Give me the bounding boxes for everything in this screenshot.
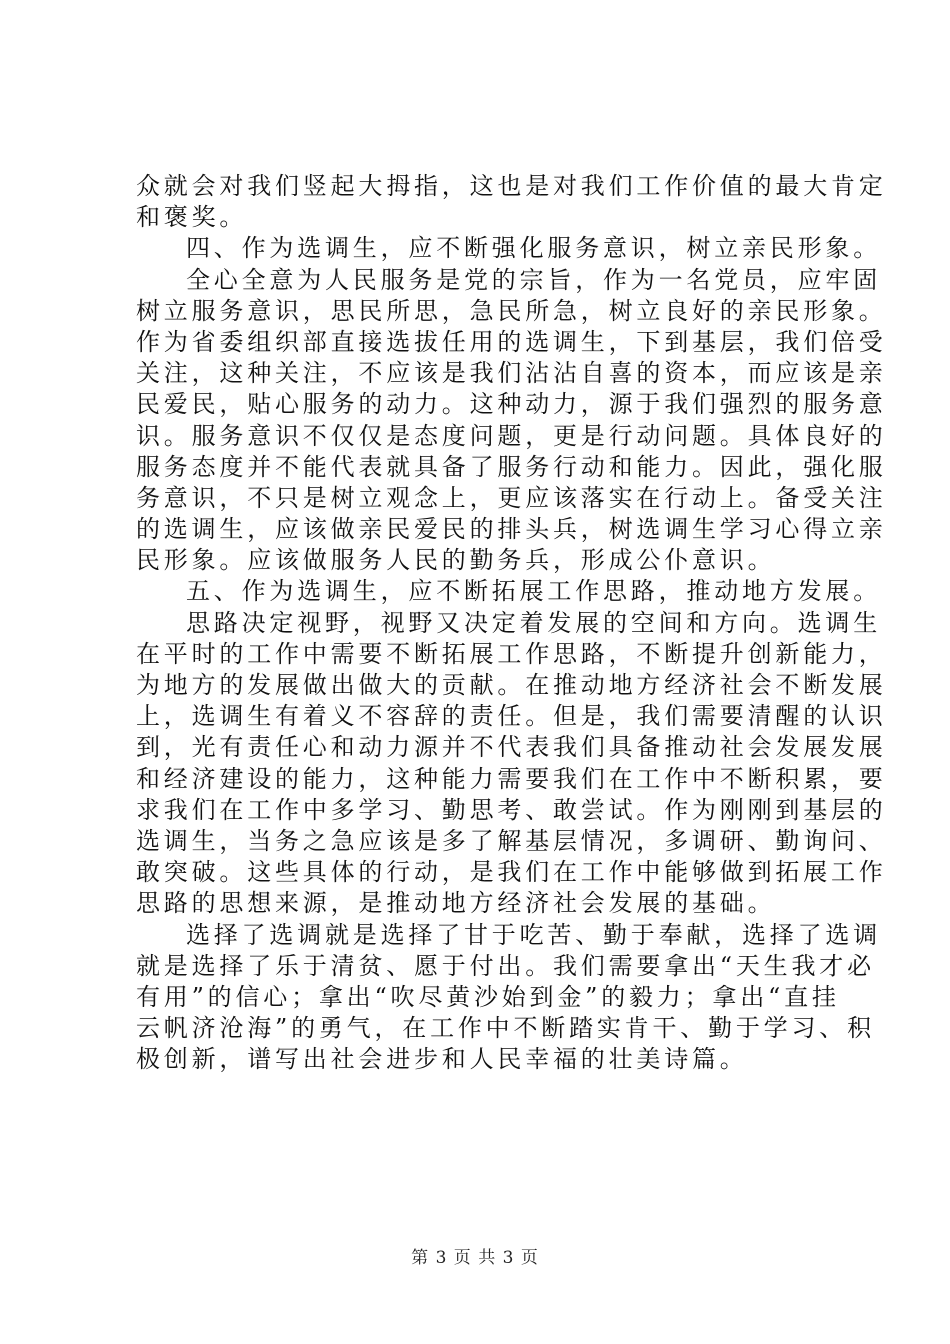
text-line: 求我们在工作中多学习、勤思考、敢尝试。作为刚刚到基层的 xyxy=(136,795,887,824)
text-line: 关注，这种关注，不应该是我们沾沾自喜的资本，而应该是亲 xyxy=(136,359,887,388)
text-line: 和褒奖。 xyxy=(136,203,248,232)
text-line: 为地方的发展做出做大的贡献。在推动地方经济社会不断发展 xyxy=(136,671,887,699)
text-line: 树立服务意识，思民所思，急民所急，树立良好的亲民形象。 xyxy=(136,296,887,325)
text-line: 极创新，谱写出社会进步和人民幸福的壮美诗篇。 xyxy=(136,1045,748,1074)
text-line: 在平时的工作中需要不断拓展工作思路，不断提升创新能力， xyxy=(136,639,887,668)
text-line: 上，选调生有着义不容辞的责任。但是，我们需要清醒的认识 xyxy=(136,702,887,731)
text-line: 就是选择了乐于清贫、愿于付出。我们需要拿出“天生我才必 xyxy=(136,951,875,980)
text-line: 作为省委组织部直接选拔任用的选调生，下到基层，我们倍受 xyxy=(136,327,887,356)
text-line: 思路的思想来源，是推动地方经济社会发展的基础。 xyxy=(136,889,776,918)
text-line: 云帆济沧海”的勇气，在工作中不断踏实肯干、勤于学习、积 xyxy=(136,1014,875,1043)
text-line: 选调生，当务之急应该是多了解基层情况，多调研、勤询问、 xyxy=(136,826,887,855)
page-number-footer: 第 3 页 共 3 页 xyxy=(411,1248,539,1268)
text-line: 敢突破。这些具体的行动，是我们在工作中能够做到拓展工作 xyxy=(136,858,887,887)
section-heading-4: 四、作为选调生，应不断强化服务意识，树立亲民形象。 xyxy=(186,234,881,263)
text-line: 服务态度并不能代表就具备了服务行动和能力。因此，强化服 xyxy=(136,452,887,481)
text-line: 有用”的信心；拿出“吹尽黄沙始到金”的毅力；拿出“直挂 xyxy=(136,982,840,1011)
text-line: 和经济建设的能力，这种能力需要我们在工作中不断积累，要 xyxy=(136,764,887,793)
text-line: 到，光有责任心和动力源并不代表我们具备推动社会发展发展 xyxy=(136,733,887,762)
text-line: 民形象。应该做服务人民的勤务兵，形成公仆意识。 xyxy=(136,546,776,575)
section-heading-5: 五、作为选调生，应不断拓展工作思路，推动地方发展。 xyxy=(186,577,881,606)
text-line: 民爱民，贴心服务的动力。这种动力，源于我们强烈的服务意 xyxy=(136,390,887,419)
text-line: 识。服务意识不仅仅是态度问题，更是行动问题。具体良好的 xyxy=(136,421,887,450)
body-text xyxy=(136,171,887,1075)
text-line: 务意识，不只是树立观念上，更应该落实在行动上。备受关注 xyxy=(136,483,887,512)
text-line: 众就会对我们竖起大拇指，这也是对我们工作价值的最大肯定 xyxy=(136,172,887,200)
text-line: 全心全意为人民服务是党的宗旨，作为一名党员，应牢固 xyxy=(186,265,881,294)
text-line: 思路决定视野，视野又决定着发展的空间和方向。选调生 xyxy=(186,608,881,637)
text-line: 的选调生，应该做亲民爱民的排头兵，树选调生学习心得立亲 xyxy=(136,515,887,544)
text-line: 选择了选调就是选择了甘于吃苦、勤于奉献，选择了选调 xyxy=(186,920,881,949)
